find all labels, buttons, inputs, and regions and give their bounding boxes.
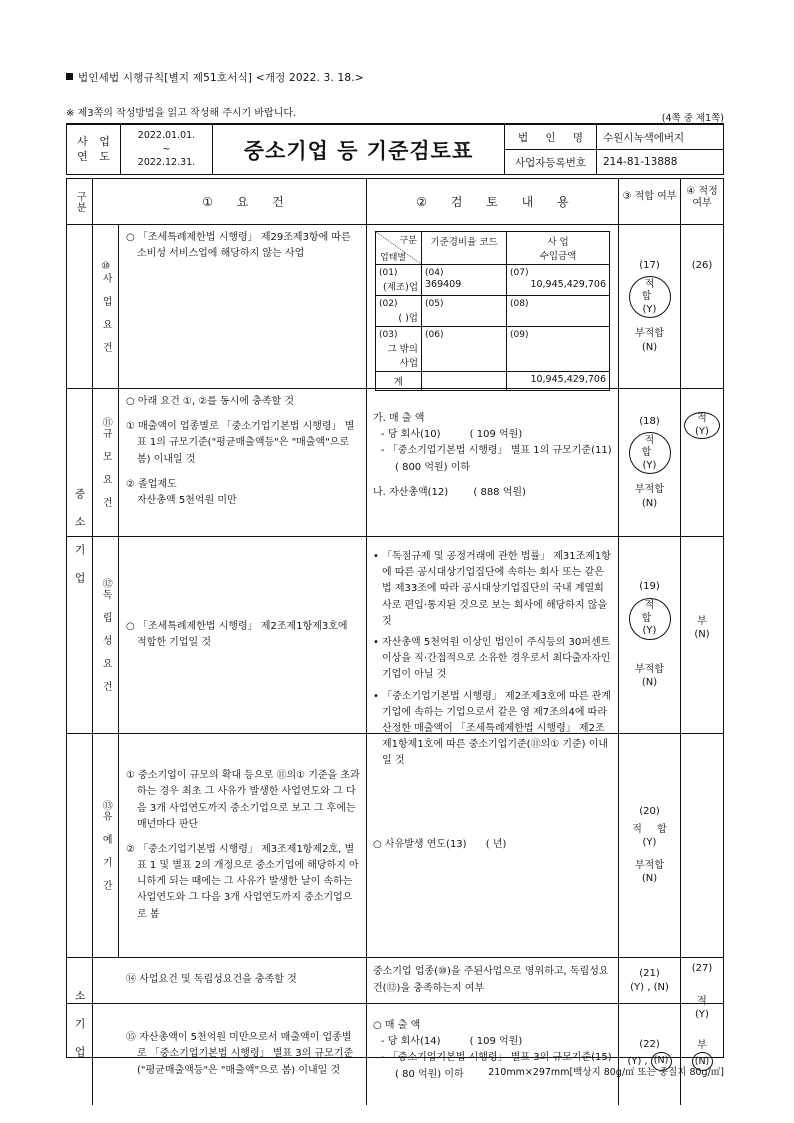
small-final-no-mark: (N) [692,1052,713,1071]
biz-final-no-label: 부 [697,616,707,627]
row-scale-requirement [67,389,723,537]
corp-name-value: 수원시녹색에버지 [603,131,685,144]
header-review-cell [367,179,619,224]
scale-review-b-row [373,485,612,501]
grace-fit-cell[interactable] [619,734,681,957]
industry-row-2-code-no: (06) [425,330,444,340]
small-req1-review: 중소기업 업종(⑩)을 주된사업으로 영위하고, 독립성요건(⑫)을 충족하는지 여부 [373,966,609,994]
indep-req-vlabel: ⑫독 립 성 요 건 [100,578,112,692]
industry-row-2-code [425,340,503,341]
industry-total-amount: 10,945,429,706 [507,372,610,391]
industry-amount-header [507,232,610,265]
grace-review-row [373,837,506,853]
industry-row-2-name-cell [376,327,422,372]
paper-spec-footer: 210mm×297mm[백상지 80g/㎡ 또는 중질지 80g/㎡] [488,1067,724,1078]
header-requirement-label: ① 요 건 [202,195,294,209]
scale-req-vlabel-cell [93,389,119,536]
scale-req-item2-line2: 자산총액 5천억원 미만 [137,494,237,506]
table-row [376,296,610,327]
grace-text-cell [119,734,367,957]
grace-vlabel: ⑬유 예 기 간 [100,800,112,891]
industry-amount-header-l1: 사 업 [547,237,569,248]
period-end: 2022.12.31. [137,157,196,169]
industry-row-0-amt: 10,945,429,706 [530,279,606,290]
industry-row-2-name: 그 밖의 사업 [387,344,418,369]
small-final-no-label: 부 [697,1040,707,1051]
grace-review-value: ( 년) [485,839,507,851]
industry-row-1-name: ( )업 [398,313,418,324]
gubun-sogi-cell [67,958,93,1059]
indep-req-fit-yes-circled[interactable] [629,598,671,640]
grace-fit-content [626,734,673,957]
scale-req-fit-no[interactable] [635,483,664,510]
industry-row-2-amt [510,340,606,341]
grace-fit-num: (20) [639,806,660,818]
biz-req-fit-yes-label: 적 합 [641,278,661,302]
row-small-req-2 [67,1004,723,1105]
header-gubun-spacer [93,179,119,224]
industry-row-2-no: (03) [379,330,398,340]
scale-review-a2-label: - 「중소기업기본법 시행령」 별표 1의 규모기준(11) [381,445,612,457]
biz-final-yes-label: 적 [697,413,707,424]
biz-req-fit-num: (17) [639,259,660,271]
biz-req-text: ○ 「조세특례제한법 시행령」 제29조제3항에 따른 소비성 서비스업에 해당하지 않는 사업 [126,232,351,260]
small-req2-text: ⑮ 자산총액이 5천억원 미만으로서 매출액이 업종별로 「중소기업기본법 시행령」 별표 3의 규모기준("평균매출액등"은 "매출액"으로 봄) 이내일 것 [126,1032,354,1076]
grace-review-label: ○ 사유발생 연도(13) [373,839,467,851]
industry-row-0-amt-no: (07) [510,268,529,278]
indep-req-text: ○ 「조세특례제한법 시행령」 제2조제1항제3호에 적합한 기업일 것 [126,620,348,648]
small-req1-fit-cell[interactable] [619,958,681,1003]
biz-no-value: 214-81-13888 [603,156,678,168]
biz-req-fit-cell[interactable] [619,225,681,388]
small-req1-text-cell [119,958,367,1003]
table-row [376,327,610,372]
industry-row-1-amt-no: (08) [510,299,529,309]
small-req1-fit-content [630,958,669,1003]
gubun-jungso-cell [67,225,93,585]
header-gubun-label: 구분 [74,190,86,213]
industry-total-row [376,372,610,391]
small-final-num: (27) [691,963,713,974]
biz-no-label: 사업자등록번호 [505,150,597,174]
industry-row-0-amount-cell [507,265,610,296]
header-final-cell [681,179,723,224]
industry-row-0-code: 369409 [425,279,462,290]
law-reference-text: 법인세법 시행규칙[별지 제51호서식] <개정 2022. 3. 18.> [78,72,364,84]
grace-fit-yes-label: 적 합 [632,823,673,835]
biz-req-fit-content [629,225,671,388]
industry-row-0-code-no: (04) [425,268,444,278]
biz-req-fit-no-mark: (N) [641,341,658,353]
grace-fit-no[interactable] [635,859,664,886]
table-header-row [67,179,723,225]
biz-req-review-cell [367,225,619,388]
header-requirement-cell [119,179,367,224]
indep-req-text-cell [119,537,367,733]
row-independence-requirement [67,537,723,767]
industry-row-1-amount-cell [507,296,610,327]
small-req2-review-cell [367,1004,619,1105]
industry-row-0-name-cell [376,265,422,296]
small-final-cell[interactable] [681,958,723,1067]
scale-review-a1-label: - 당 회사(10) [381,429,441,441]
scale-req-fit-yes-circled[interactable] [629,432,671,474]
industry-row-1-amt [510,309,606,310]
indep-req-review-cell [367,537,619,767]
small-req2-fit-cell[interactable] [619,1004,681,1105]
indep-req-fit-no[interactable] [635,663,664,690]
industry-row-2-code-cell [422,327,507,372]
grace-vlabel-cell [93,734,119,957]
scale-review-a2-value: ( 800 억원) 이하 [395,461,471,473]
corp-name-row [505,125,723,150]
scale-review-b-label: 나. 자산총액(12) [373,486,449,498]
scale-req-fit-num: (18) [639,415,660,427]
indep-req-fit-yes-label: 적 합 [641,600,661,624]
fiscal-year-label [67,125,121,174]
scale-req-item1: ① 매출액이 업종별로 「중소기업기본법 시행령」 별표 1의 규모기준("평균매출액등"은 "매출액"으로 봄) 이내일 것 [126,421,355,465]
industry-row-0-code-cell [422,265,507,296]
scale-req-fit-no-mark: (N) [641,497,658,509]
biz-req-vlabel-cell [93,225,119,388]
scale-req-review-cell [367,389,619,536]
small-req2-a2-value: ( 80 억원) 이하 [395,1068,464,1080]
industry-total-code-cell [422,372,507,391]
small-req2-review-a: ○ 매 출 액 [373,1020,421,1031]
biz-req-fit-no[interactable] [635,327,664,354]
gubun-jungso-label: 중 소 기 업 [73,488,87,585]
page-indicator: (4쪽 중 제1쪽) [661,113,724,124]
biz-req-fit-no-label: 부적합 [635,328,664,340]
grace-review-cell [367,734,619,957]
scale-req-fit-yes-mark: (Y) [642,459,657,471]
small-final-yes-mark: (Y) [695,1009,709,1020]
small-final-yes-label: 적 [697,996,707,1007]
indep-req-fit-cell[interactable] [619,537,681,733]
grace-fit-yes-mark: (Y) [642,837,657,849]
header-review-label: ② 검 토 내 용 [416,195,579,209]
industry-corner-left-label: 업태별 [380,253,407,263]
title-band [66,123,724,175]
grace-fit-yes[interactable] [626,823,673,850]
small-req1-fit-num: (21) [639,968,660,979]
small-req1-review-cell [367,958,619,1003]
small-req1-text: ⑭ 사업요건 및 독립성요건을 충족할 것 [126,974,297,986]
industry-row-1-code [425,309,503,310]
small-req2-text-cell [119,1004,367,1105]
indep-req-vlabel-cell [93,537,119,733]
small-req2-fit-content [627,1004,671,1105]
industry-row-1-code-cell [422,296,507,327]
industry-corner-right-label: 구분 [399,236,417,246]
small-req2-fit-yes-mark: (Y) [627,1055,642,1067]
document-title: 중소기업 등 기준검토표 [213,125,505,174]
grace-fit-no-label: 부적합 [635,859,664,871]
grace-item2: ② 「중소기업기본법 시행령」 제3조제1항제2호, 별표 1 및 별표 2의 개정으로 중소기업에 해당하지 아니하게 되는 때에는 그 사유가 발생한 날이 속하는 사업연도와 그 다음 3개 사업연도까지 중소기업으로 봄 [126,843,359,920]
grace-fit-no-mark: (N) [641,873,658,885]
small-req1-fit-marks[interactable]: (Y) , (N) [630,981,669,993]
biz-final-cell[interactable] [681,225,723,640]
scale-review-a: 가. 매 출 액 [373,413,425,424]
small-req2-a1-row [373,1034,612,1050]
fiscal-period-value [121,125,213,174]
scale-review-b-value: ( 888 억원) [473,486,526,498]
biz-final-yes-mark: (Y) [695,425,709,437]
period-start: 2022.01.01. [137,129,196,141]
small-req2-fit-num: (22) [639,1039,660,1051]
scale-req-fit-cell[interactable] [619,389,681,536]
biz-req-text-cell [119,225,367,388]
small-req2-a2-label: - 「중소기업기본법 시행령」 별표 3의 규모기준(15) [381,1052,612,1064]
indep-req-fit-yes-mark: (Y) [642,625,657,636]
industry-row-1-name-cell [376,296,422,327]
industry-row-0-name: (제조)업 [383,282,418,293]
biz-final-num: (26) [691,260,713,271]
scale-req-fit-no-label: 부적합 [635,484,664,496]
biz-req-fit-yes-mark: (Y) [642,303,657,315]
indep-bullet-2: • 자산총액 5천억원 이상인 법인이 주식등의 30퍼센트 이상을 직·간접적으로 소유한 경우로서 최다출자자인 기업이 아닐 것 [373,636,611,681]
fiscal-year-label-line2: 연 도 [77,149,114,163]
table-row [376,265,610,296]
industry-row-2-amount-cell [507,327,610,372]
scale-req-item2-line1: ② 졸업제도 [126,478,177,490]
law-reference-line [66,70,364,85]
scale-req-text-cell [119,389,367,536]
indep-req-fit-content [629,537,671,733]
header-gubun-cell [67,179,93,224]
scale-req-vlabel: ⑪규 모 요 건 [100,417,112,508]
period-dash: ~ [162,143,171,155]
bullet-square-icon [66,73,73,80]
indep-req-fit-no-label: 부적합 [635,663,664,675]
header-fit-label: ③ 적합 여부 [622,191,677,202]
scale-review-a1-row [373,427,612,443]
corp-info-block [505,125,723,174]
small-req2-a1-label: - 당 회사(14) [381,1036,441,1048]
industry-row-2-amt-no: (09) [510,330,529,340]
biz-req-fit-yes-circled[interactable] [629,276,671,318]
header-fit-cell [619,179,681,224]
gubun-sogi-label: 소 기 업 [73,990,87,1059]
indep-bullet-3: • 「중소기업기본법 시행령」 제2조제3호에 따른 관계기업에 속하는 기업으로서 같은 영 제7조의4에 따라 산정한 매출액이 「조세특례제한법 시행령」 제2조제1항제1호에 따른 중소기업기준(⑪의① 기준) 이내일 것 [373,690,612,767]
grace-item1: ① 중소기업이 규모의 확대 등으로 ⑪의① 기준을 초과하는 경우 최초 그 사유가 발생한 사업연도와 그 다음 3개 사업연도까지 중소기업으로 보고 그 후에는 매년마다 판단 [126,770,360,830]
biz-no-row [505,150,723,174]
indep-bullet-1: • 「독점규제 및 공정거래에 관한 법률」 제31조제1항에 따른 공시대상기업집단에 속하는 회사 또는 같은 법 제33조에 따라 공시대상기업집단의 국내 계열회사로 편입·통지된 것으로 보는 회사에 해당하지 않을 것 [373,551,611,627]
industry-table-header-row [376,232,610,265]
fiscal-year-label-line1: 사 업 [77,134,114,148]
industry-income-table [375,231,610,391]
small-final-content [691,958,713,1067]
row-grace-period [67,734,723,958]
industry-row-1-no: (02) [379,299,398,309]
indep-req-fit-no-mark: (N) [641,677,658,689]
biz-req-vlabel: ⑩사 업 요 건 [100,260,112,353]
indep-req-fit-num: (19) [639,581,660,593]
small-req2-fit-marks[interactable]: (Y) , (N) [627,1052,671,1071]
scale-req-fit-content [629,389,671,536]
scale-review-a1-value: ( 109 억원) [469,429,523,441]
notice-line: ※ 제3쪽의 작성방법을 읽고 작성해 주시기 바랍니다. [66,108,297,119]
header-final-label: ④ 적정 여부 [686,186,718,209]
scale-req-lead: ○ 아래 요건 ①, ②를 동시에 충족할 것 [126,396,295,407]
industry-corner-cell [376,232,422,265]
industry-code-header: 기준경비율 코드 [422,232,507,265]
biz-final-no-mark: (N) [694,629,710,640]
industry-row-0-no: (01) [379,268,398,278]
scale-req-fit-yes-label: 적 합 [641,434,661,458]
industry-amount-header-l2: 수입금액 [539,251,577,262]
industry-row-1-code-no: (05) [425,299,444,309]
small-req2-fit-no-mark-circled: (N) [651,1052,672,1071]
small-req2-a1-value: ( 109 억원) [469,1036,523,1048]
industry-total-label: 계 [376,372,422,391]
corp-name-label: 법 인 명 [505,125,597,149]
